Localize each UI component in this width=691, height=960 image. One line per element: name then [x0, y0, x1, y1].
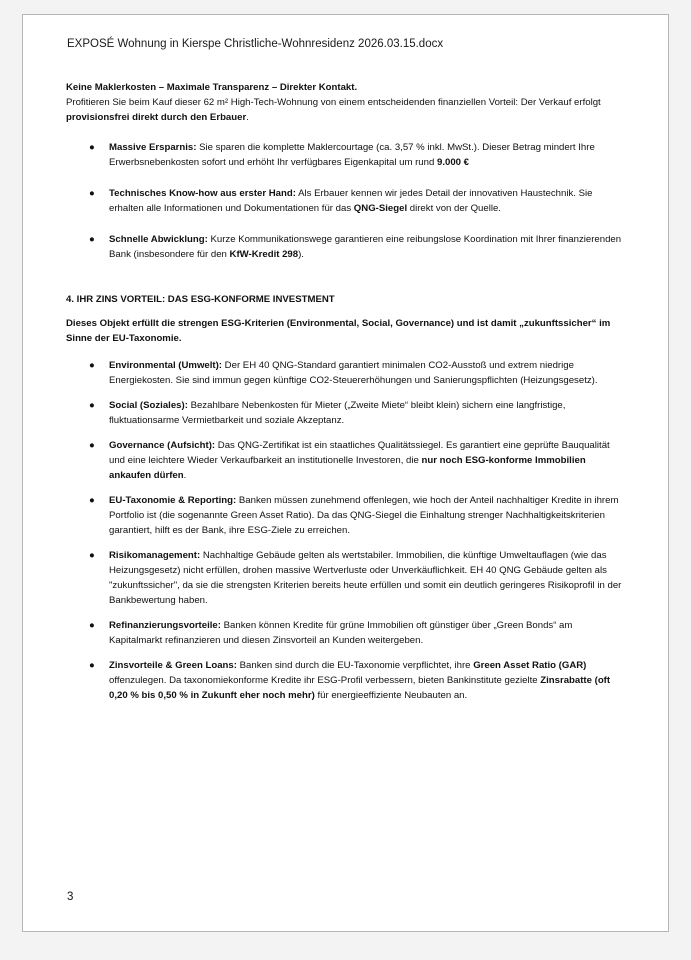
bullet-icon: ● — [89, 620, 95, 631]
intro-title: Keine Maklerkosten – Maximale Transparenz – Direkter Kontakt. — [66, 82, 358, 93]
section-lead: Dieses Objekt erfüllt die strengen ESG-Kriterien (Environmental, Social, Governance) und ist damit „zukunftssicher“ im Sinne der EU-Taxonomie. — [66, 318, 611, 344]
list-item: ● Massive Ersparnis: Sie sparen die komplette Maklercourtage (ca. 3,57 % inkl. MwSt.). Dieser Betrag mindert Ihre Erwerbsnebenkosten sofort und erhöht Ihr verfügbares Eigenkapital um rund 9.000 € — [89, 142, 595, 168]
document-body — [66, 80, 626, 703]
list-item: ● Technisches Know-how aus erster Hand: Als Erbauer kennen wir jedes Detail der innovativen Haustechnik. Sie erhalten alle Informationen und Dokumentationen für das QNG-Siegel direkt von der Quelle. — [89, 188, 593, 214]
esg-list — [66, 358, 626, 703]
bullet-icon: ● — [89, 660, 95, 671]
bullet-icon: ● — [89, 400, 95, 411]
list-item: ● Refinanzierungsvorteile: Banken können Kredite für grüne Immobilien oft günstiger über „Green Bonds“ am Kapitalmarkt refinanzieren und diesen Zinsvorteil an Kunden weitergeben. — [89, 620, 573, 646]
list-item: ● Risikomanagement: Nachhaltige Gebäude gelten als wertstabiler. Immobilien, die künftige Umweltauflagen (wie das Heizungsgesetz) nicht erfüllen, drohen massive Wertverluste oder Unverkäuflichkeit. EH 40 QNG Gebäude gelten als "zukunftssicher", da sie die strengsten Kriterien bereits heute erfüllen und somit ein deutlich geringeres Risikoprofil in der Bankbewertung haben. — [89, 550, 622, 606]
intro-paragraph: Profitieren Sie beim Kauf dieser 62 m² High-Tech-Wohnung von einem entscheidenden finanziellen Vorteil: Der Verkauf erfolgt provisionsfrei direkt durch den Erbauer. — [66, 97, 601, 123]
bullet-icon: ● — [89, 495, 95, 506]
benefits-list — [66, 140, 626, 262]
bullet-icon: ● — [89, 142, 95, 153]
bullet-icon: ● — [89, 234, 95, 245]
section-heading: 4. IHR ZINS VORTEIL: DAS ESG-KONFORME INVESTMENT — [66, 294, 335, 305]
list-item: ● Governance (Aufsicht): Das QNG-Zertifikat ist ein staatliches Qualitätssiegel. Es garantiert eine geprüfte Bauqualität und eine leichtere Wieder Verkaufbarkeit an institutionelle Investoren, die nur noch ESG-konforme Immobilien ankaufen dürfen. — [89, 440, 610, 481]
page-number: 3 — [67, 891, 74, 903]
bullet-icon: ● — [89, 188, 95, 199]
list-item: ● Social (Soziales): Bezahlbare Nebenkosten für Mieter („Zweite Miete“ bleibt klein) sichern eine langfristige, fluktuationsarme Vermietbarkeit und soziale Akzeptanz. — [89, 400, 566, 426]
list-item: ● EU-Taxonomie & Reporting: Banken müssen zunehmend offenlegen, wie hoch der Anteil nachhaltiger Kredite in ihrem Portfolio ist (die sogenannte Green Asset Ratio). Da das QNG-Siegel die Einhaltung strenger Nachhaltigkeitskriterien garantiert, hilft es der Bank, ihre ESG-Ziele zu erreichen. — [89, 495, 619, 536]
bullet-icon: ● — [89, 360, 95, 371]
document-page — [22, 14, 669, 932]
bullet-icon: ● — [89, 550, 95, 561]
list-item: ● Environmental (Umwelt): Der EH 40 QNG-Standard garantiert minimalen CO2-Ausstoß und extrem niedrige Energiekosten. Sie sind immun gegen künftige CO2-Steuererhöhungen und Sanierungspflichten (Heizungsgesetz). — [89, 360, 598, 386]
document-header-title: EXPOSÉ Wohnung in Kierspe Christliche-Wohnresidenz 2026.03.15.docx — [67, 38, 444, 50]
list-item: ● Zinsvorteile & Green Loans: Banken sind durch die EU-Taxonomie verpflichtet, ihre Green Asset Ratio (GAR) offenzulegen. Da taxonomiekonforme Kredite ihr ESG-Profil verbessern, bieten Bankinstitute gezielte Zinsrabatte (oft 0,20 % bis 0,50 % in Zukunft eher noch mehr) für energieeffiziente Neubauten an. — [89, 660, 611, 701]
list-item: ● Schnelle Abwicklung: Kurze Kommunikationswege garantieren eine reibungslose Koordination mit Ihrer finanzierenden Bank (insbesondere für den KfW-Kredit 298). — [89, 234, 622, 260]
bullet-icon: ● — [89, 440, 95, 451]
